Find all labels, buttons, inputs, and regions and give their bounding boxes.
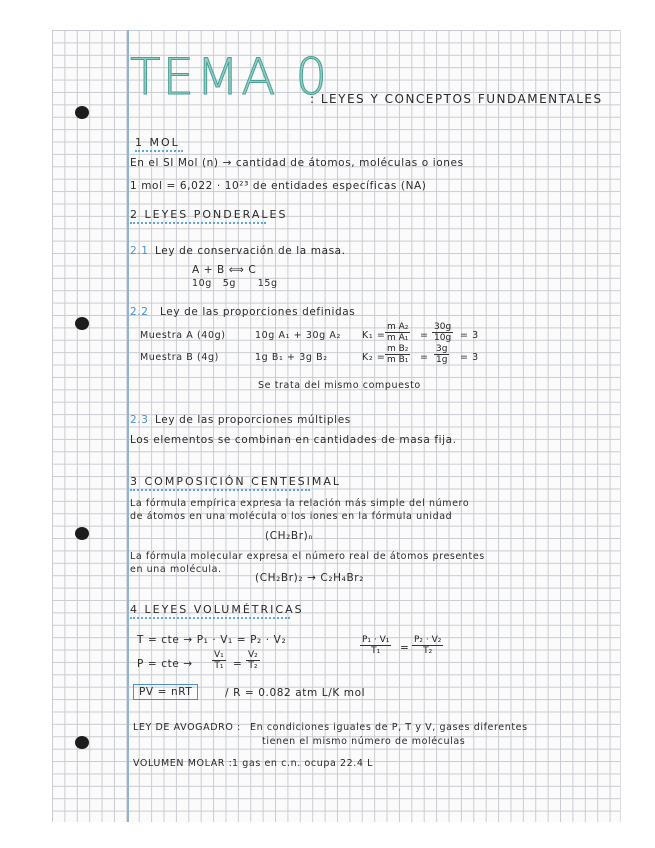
section-heading: 2 LEYES PONDERALES	[130, 208, 288, 221]
page-title: TEMA 0	[130, 48, 330, 106]
subsection-title: Ley de conservación de la masa.	[155, 245, 346, 257]
law-line: P = cte →	[137, 658, 193, 670]
equals: =	[420, 330, 429, 341]
section-heading: 4 LEYES VOLUMÉTRICAS	[130, 603, 304, 616]
fraction: $\frac{\text{V₁}}{\text{T₁}}$	[214, 650, 224, 671]
fraction: $\frac{\text{P₁ · V₁}}{\text{T₁}}$	[362, 635, 390, 656]
equals: =	[420, 352, 429, 363]
margin-line	[127, 30, 129, 822]
text-line: tienen el mismo número de moléculas	[262, 736, 466, 747]
text-line: Los elementos se combinan en cantidades de masa fija.	[130, 434, 457, 446]
subsection-number: 2.3	[130, 414, 149, 426]
heading-underline	[130, 489, 310, 491]
heading-underline	[130, 617, 290, 619]
reaction-masses: 10g 5g 15g	[192, 278, 278, 289]
sample-composition: 10g A₁ + 30g A₂	[255, 330, 341, 341]
ratio-result: = 3	[460, 330, 479, 341]
ratio-label: K₁ =	[362, 330, 386, 341]
reaction: A + B ⟺ C	[192, 264, 257, 276]
subsection-title: Ley de las proporciones múltiples	[155, 414, 351, 426]
text-line: La fórmula empírica expresa la relación más simple del número	[130, 498, 470, 509]
binder-hole	[75, 106, 89, 119]
subsection-number: 2.2	[130, 306, 149, 318]
fraction: $\frac{\text{m B₂}}{\text{m B₁}}$	[387, 344, 409, 365]
ratio-label: K₂ =	[362, 352, 386, 363]
heading-underline	[130, 222, 266, 224]
subsection-number: 2.1	[130, 245, 149, 257]
subsection-title: Ley de las proporciones definidas	[160, 306, 356, 318]
fraction: $\frac{\text{V₂}}{\text{T₂}}$	[248, 650, 258, 671]
heading-underline	[135, 150, 183, 152]
sample-composition: 1g B₁ + 3g B₂	[255, 352, 328, 363]
fraction: $\frac{3g}{1g}$	[436, 344, 448, 365]
gas-constant: / R = 0.082 atm L/K mol	[225, 687, 366, 699]
text-line: 1 gas en c.n. ocupa 22.4 L	[232, 758, 374, 769]
sample-label: Muestra B (4g)	[140, 352, 219, 363]
binder-hole	[75, 736, 89, 749]
text-line: en una molécula.	[130, 564, 222, 575]
binder-hole	[75, 317, 89, 330]
text-line: En condiciones iguales de P, T y V, gases diferentes	[250, 722, 528, 733]
text-line: de átomos en una molécula o los iones en la fórmula unidad	[130, 511, 453, 522]
sample-label: Muestra A (40g)	[140, 330, 226, 341]
text-line: En el SI Mol (n) → cantidad de átomos, moléculas o iones	[130, 157, 464, 169]
fraction: $\frac{30g}{10g}$	[434, 322, 452, 343]
note: Se trata del mismo compuesto	[258, 380, 421, 391]
formula: (CH₂Br)₂ → C₂H₄Br₂	[255, 572, 365, 584]
law-label: VOLUMEN MOLAR :	[133, 758, 233, 769]
formula: (CH₂Br)ₙ	[265, 530, 314, 542]
page-subtitle: : LEYES Y CONCEPTOS FUNDAMENTALES	[310, 92, 603, 106]
text-line: 1 mol = 6,022 · 10²³ de entidades específicas (NA)	[130, 180, 427, 192]
fraction: $\frac{\text{m A₂}}{\text{m A₁}}$	[387, 322, 409, 343]
equals: =	[400, 642, 410, 654]
law-line: T = cte → P₁ · V₁ = P₂ · V₂	[137, 634, 287, 646]
law-label: LEY DE AVOGADRO :	[133, 722, 241, 733]
section-heading: 1 MOL	[135, 136, 180, 149]
binder-hole	[75, 527, 89, 540]
equals: =	[233, 658, 243, 670]
section-heading: 3 COMPOSICIÓN CENTESIMAL	[130, 475, 342, 488]
fraction: $\frac{\text{P₂ · V₂}}{\text{T₂}}$	[414, 635, 442, 656]
ideal-gas-box: PV = nRT	[133, 684, 198, 700]
text-line: La fórmula molecular expresa el número real de átomos presentes	[130, 551, 485, 562]
ratio-result: = 3	[460, 352, 479, 363]
